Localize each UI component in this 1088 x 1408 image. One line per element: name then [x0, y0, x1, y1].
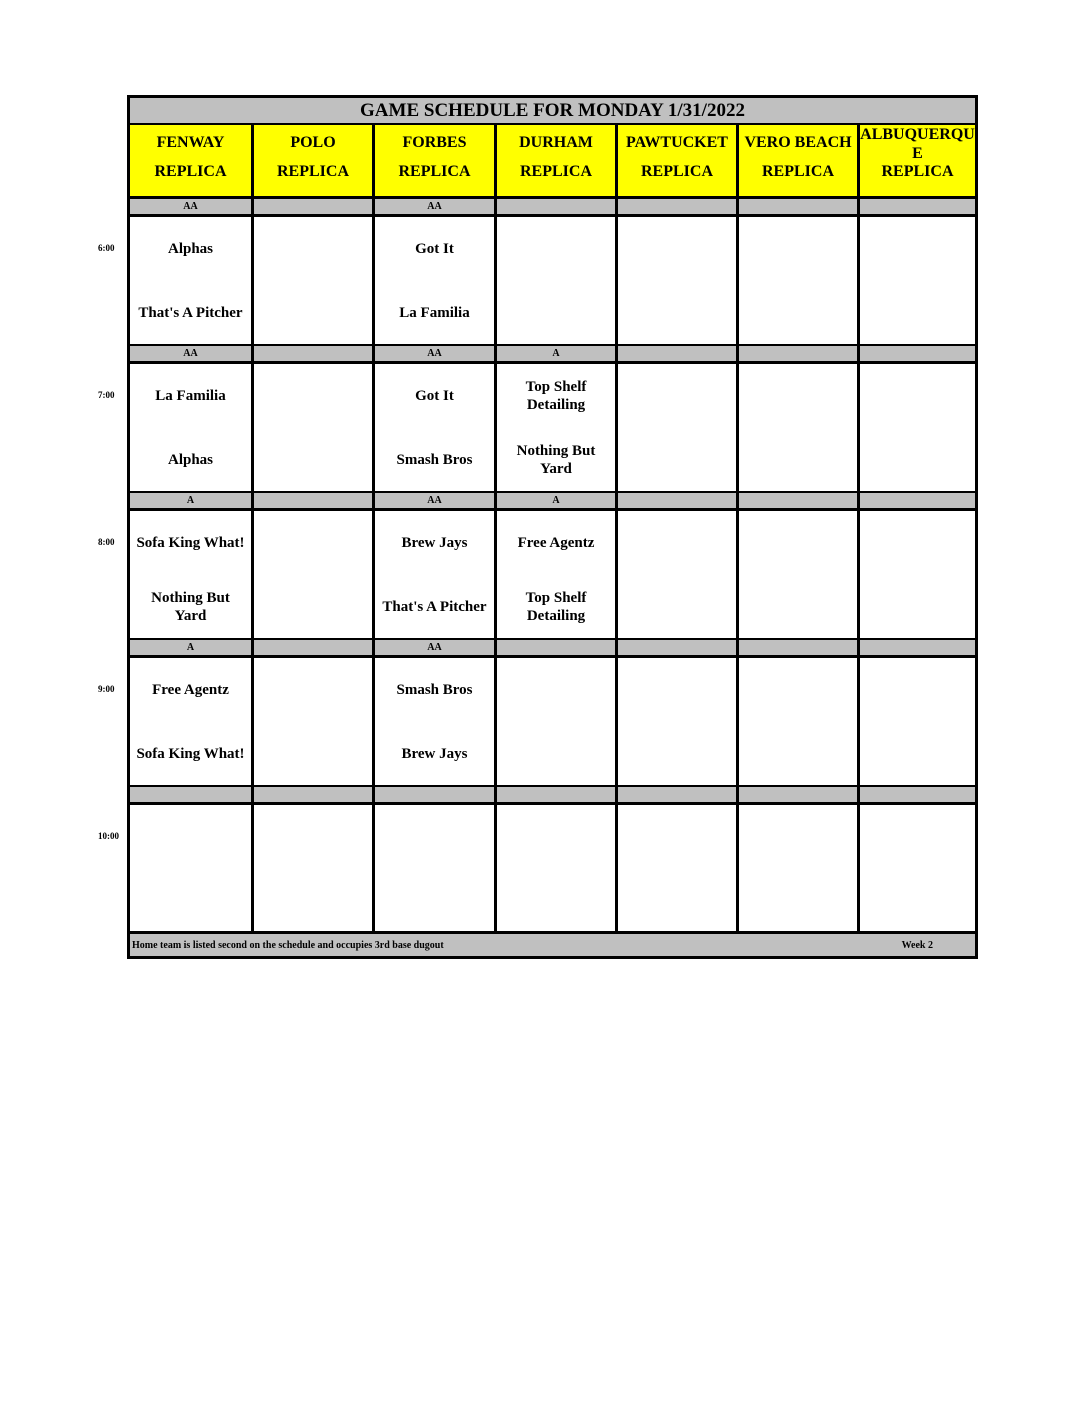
home-team: That's A Pitcher [138, 305, 243, 321]
level-cell [739, 493, 857, 511]
away-team [624, 525, 730, 561]
home-team [136, 883, 245, 919]
level-cell [497, 640, 615, 658]
level-cell: AA [375, 199, 494, 217]
field-subtitle: REPLICA [519, 163, 592, 180]
level-cell [618, 199, 736, 217]
away-team [260, 525, 366, 561]
home-team [260, 883, 366, 919]
field-subtitle: REPLICA [154, 163, 227, 180]
away-team [866, 819, 969, 855]
home-team: Smash Bros [396, 452, 473, 468]
time-label: 9:00 [98, 684, 115, 694]
away-team: La Familia [155, 388, 226, 404]
home-team [745, 589, 851, 625]
field-subtitle: REPLICA [398, 163, 471, 180]
level-cell: AA [375, 640, 494, 658]
away-team [503, 231, 609, 267]
home-team [260, 736, 366, 772]
column-divider [372, 125, 375, 934]
schedule-footer [130, 931, 975, 956]
field-header-5 [618, 125, 736, 199]
home-team [260, 589, 366, 625]
away-team [503, 672, 609, 708]
level-cell [860, 787, 975, 805]
away-team [745, 231, 851, 267]
level-cell [254, 493, 372, 511]
away-team [866, 378, 969, 414]
level-cell: AA [130, 346, 251, 364]
home-team [381, 883, 488, 919]
away-team [260, 378, 366, 414]
away-team: Brew Jays [401, 535, 468, 551]
column-divider [615, 125, 618, 934]
level-cell [860, 493, 975, 511]
home-team: Nothing But Yard [151, 590, 230, 624]
home-team [624, 295, 730, 331]
home-team [866, 883, 969, 919]
column-divider [494, 125, 497, 934]
away-team [745, 672, 851, 708]
away-team: Free Agentz [517, 535, 595, 551]
field-header-7 [860, 125, 975, 199]
level-cell [860, 346, 975, 364]
level-cell [739, 199, 857, 217]
away-team [260, 231, 366, 267]
away-team [624, 672, 730, 708]
time-label: 7:00 [98, 390, 115, 400]
level-cell: A [130, 640, 251, 658]
field-name: PAWTUCKET [626, 134, 728, 151]
field-name: POLO [290, 134, 336, 151]
week-label: Week 2 [901, 940, 933, 951]
home-team [503, 736, 609, 772]
field-header-6 [739, 125, 857, 199]
away-team [624, 819, 730, 855]
level-cell [130, 787, 251, 805]
schedule-title: GAME SCHEDULE FOR MONDAY 1/31/2022 [130, 98, 975, 125]
home-team [745, 442, 851, 478]
level-cell [618, 346, 736, 364]
footer-note: Home team is listed second on the schedule and occupies 3rd base dugout [132, 940, 444, 951]
away-team [624, 231, 730, 267]
field-name: DURHAM [519, 134, 593, 151]
home-team [866, 442, 969, 478]
level-cell [254, 199, 372, 217]
away-team [381, 819, 488, 855]
field-header-2 [254, 125, 372, 199]
away-team: Top Shelf Detailing [525, 379, 587, 413]
time-label: 6:00 [98, 243, 115, 253]
level-cell [618, 493, 736, 511]
level-cell [739, 640, 857, 658]
field-subtitle: REPLICA [640, 163, 713, 180]
away-team [503, 819, 609, 855]
away-team [260, 819, 366, 855]
away-team [136, 819, 245, 855]
home-team [866, 295, 969, 331]
home-team: Alphas [167, 452, 214, 468]
home-team [503, 295, 609, 331]
field-subtitle: REPLICA [881, 163, 954, 180]
home-team: Sofa King What! [136, 746, 245, 762]
home-team [866, 589, 969, 625]
home-team [745, 295, 851, 331]
home-team [260, 295, 366, 331]
field-subtitle: REPLICA [761, 163, 834, 180]
home-team [260, 442, 366, 478]
level-cell: A [497, 493, 615, 511]
level-cell [375, 787, 494, 805]
field-name: FORBES [402, 134, 467, 151]
level-cell [860, 640, 975, 658]
away-team [624, 378, 730, 414]
away-team: Smash Bros [396, 682, 473, 698]
home-team: Top Shelf Detailing [525, 590, 587, 624]
away-team [260, 672, 366, 708]
field-subtitle: REPLICA [276, 163, 349, 180]
away-team: Alphas [167, 241, 214, 257]
level-cell [254, 346, 372, 364]
level-cell: AA [375, 493, 494, 511]
home-team [624, 589, 730, 625]
level-cell [497, 787, 615, 805]
column-divider [857, 125, 860, 934]
away-team [866, 231, 969, 267]
field-name: VERO BEACH [744, 134, 852, 151]
level-cell [739, 346, 857, 364]
level-cell: AA [130, 199, 251, 217]
level-cell [254, 787, 372, 805]
field-header-1 [130, 125, 251, 199]
field-header-4 [497, 125, 615, 199]
home-team [503, 883, 609, 919]
home-team [624, 883, 730, 919]
home-team [745, 883, 851, 919]
away-team [745, 525, 851, 561]
time-label: 8:00 [98, 537, 115, 547]
level-cell [497, 199, 615, 217]
home-team: Nothing But Yard [516, 443, 596, 477]
home-team [745, 736, 851, 772]
field-name: ALBUQUERQU E [860, 126, 975, 162]
away-team: Free Agentz [152, 682, 229, 698]
field-header-3 [375, 125, 494, 199]
away-team [745, 819, 851, 855]
level-cell [739, 787, 857, 805]
home-team [624, 442, 730, 478]
away-team: Sofa King What! [136, 535, 245, 551]
column-divider [251, 125, 254, 934]
level-cell: AA [375, 346, 494, 364]
home-team: That's A Pitcher [382, 599, 487, 615]
away-team [866, 672, 969, 708]
level-cell: A [497, 346, 615, 364]
home-team: La Familia [399, 305, 470, 321]
level-cell [618, 640, 736, 658]
column-divider [736, 125, 739, 934]
level-cell [254, 640, 372, 658]
time-label: 10:00 [98, 831, 119, 841]
away-team [745, 378, 851, 414]
home-team [866, 736, 969, 772]
schedule-table [127, 95, 978, 959]
level-cell [618, 787, 736, 805]
home-team [624, 736, 730, 772]
level-cell: A [130, 493, 251, 511]
away-team [866, 525, 969, 561]
field-name: FENWAY [156, 134, 225, 151]
away-team: Got It [415, 388, 454, 404]
home-team: Brew Jays [401, 746, 468, 762]
level-cell [860, 199, 975, 217]
away-team: Got It [415, 241, 454, 257]
